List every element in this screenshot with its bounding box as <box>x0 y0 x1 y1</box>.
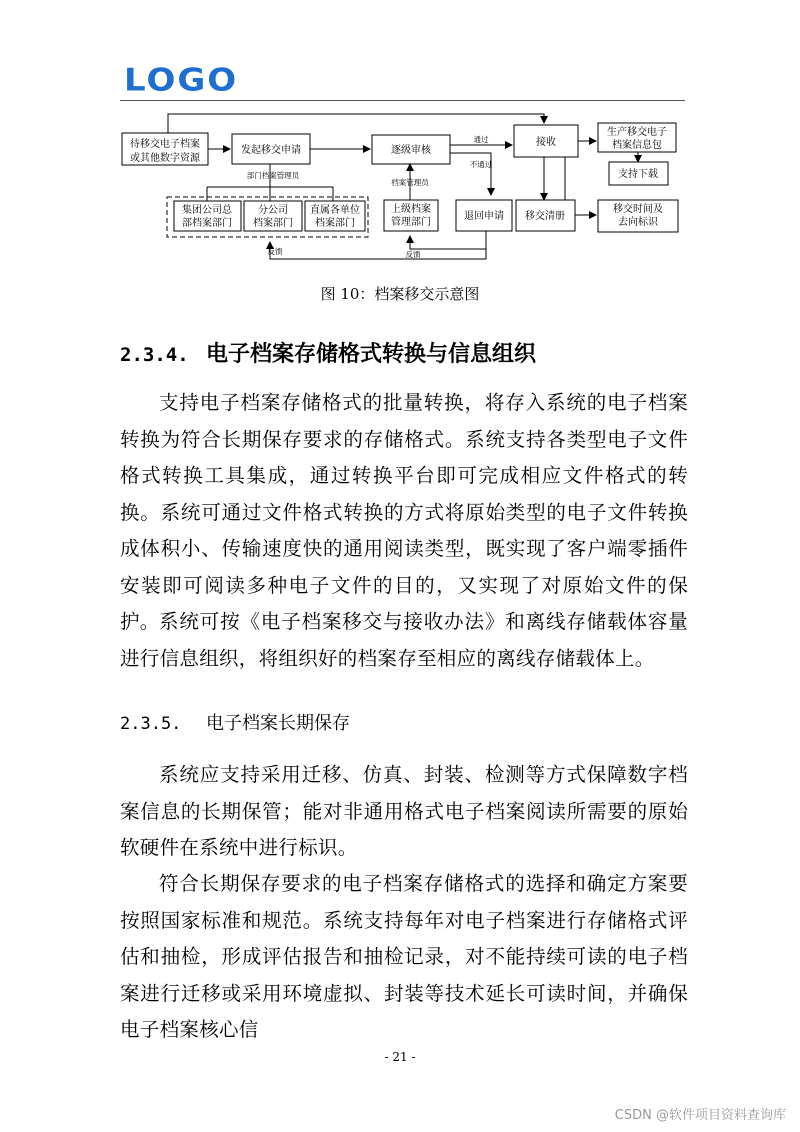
label-fail: 不通过 <box>469 160 493 169</box>
label-feedback-right: 反馈 <box>405 250 421 259</box>
label-dept-manager: 部门档案管理员 <box>246 171 300 180</box>
node-receive: 接收 <box>536 137 556 148</box>
handover-flow-diagram <box>110 105 690 265</box>
label-feedback-left: 反馈 <box>267 247 283 256</box>
node-affiliate: 直属各单位档案部门 <box>310 205 360 229</box>
logo: LOGO <box>124 62 239 99</box>
node-time-direction: 移交时间及去向标识 <box>613 204 663 228</box>
node-branch: 分公司档案部门 <box>253 205 293 229</box>
header-rule <box>120 100 685 101</box>
page-number: - 21 - <box>384 1050 416 1064</box>
section-number: 2.3.4. <box>120 344 189 366</box>
node-handover-list: 移交清册 <box>525 211 565 222</box>
section-title: 电子档案存储格式转换与信息组织 <box>206 342 537 367</box>
paragraph: 符合长期保存要求的电子档案存储格式的选择和确定方案要按照国家标准和规范。系统支持每年对电子档案进行存储格式评估和抽检，形成评估报告和抽检记录，对不能持续可读的电子档案进行迁移或采用环境虚拟、封装等技术延长可读时间，并确保电子档案核心信 <box>120 872 688 1041</box>
paragraph: 支持电子档案存储格式的批量转换，将存入系统的电子档案转换为符合长期保存要求的存储格式。系统支持各类型电子文件格式转换工具集成，通过转换平台即可完成相应文件格式的转换。系统可通过文件格式转换的方式将原始类型的电子文件转换成体积小、传输速度快的通用阅读类型，既实现了客户端零插件安装即可阅读多种电子文件的目的，又实现了对原始文件的保护。 <box>120 391 688 633</box>
section-heading-2-3-4 <box>120 337 536 368</box>
label-archive-manager: 档案管理员 <box>391 178 429 187</box>
node-generate-package: 生产移交电子档案信息包 <box>607 127 667 151</box>
paragraph: 系统应支持采用迁移、仿真、封装、检测等方式保障数字档案信息的长期保管；能对非通用格式电子档案阅读所需要的原始软硬件在系统中进行标识。 <box>120 763 688 859</box>
node-return-application: 退回申请 <box>464 211 504 222</box>
node-review: 逐级审核 <box>391 145 431 156</box>
node-group-hq: 集团公司总部档案部门 <box>182 205 232 229</box>
watermark: CSDN @软件项目资料查询库 <box>614 1108 786 1123</box>
node-superior: 上级档案管理部门 <box>391 204 431 228</box>
node-initiate: 发起移交申请 <box>241 145 301 156</box>
label-pass: 通过 <box>473 135 489 144</box>
figure-caption: 图 10：档案移交示意图 <box>320 285 480 303</box>
paragraph: 系统可按《电子档案移交与接收办法》和离线存储载体容量进行信息组织，将组织好的档案存至相应的离线存储载体上。 <box>120 610 688 670</box>
section-title: 电子档案长期保存 <box>206 713 350 734</box>
node-support-download: 支持下载 <box>618 169 658 180</box>
section-heading-2-3-5 <box>120 709 350 735</box>
section-number: 2.3.5. <box>120 714 182 734</box>
node-pending: 待移交电子档案或其他数字资源 <box>130 139 200 164</box>
